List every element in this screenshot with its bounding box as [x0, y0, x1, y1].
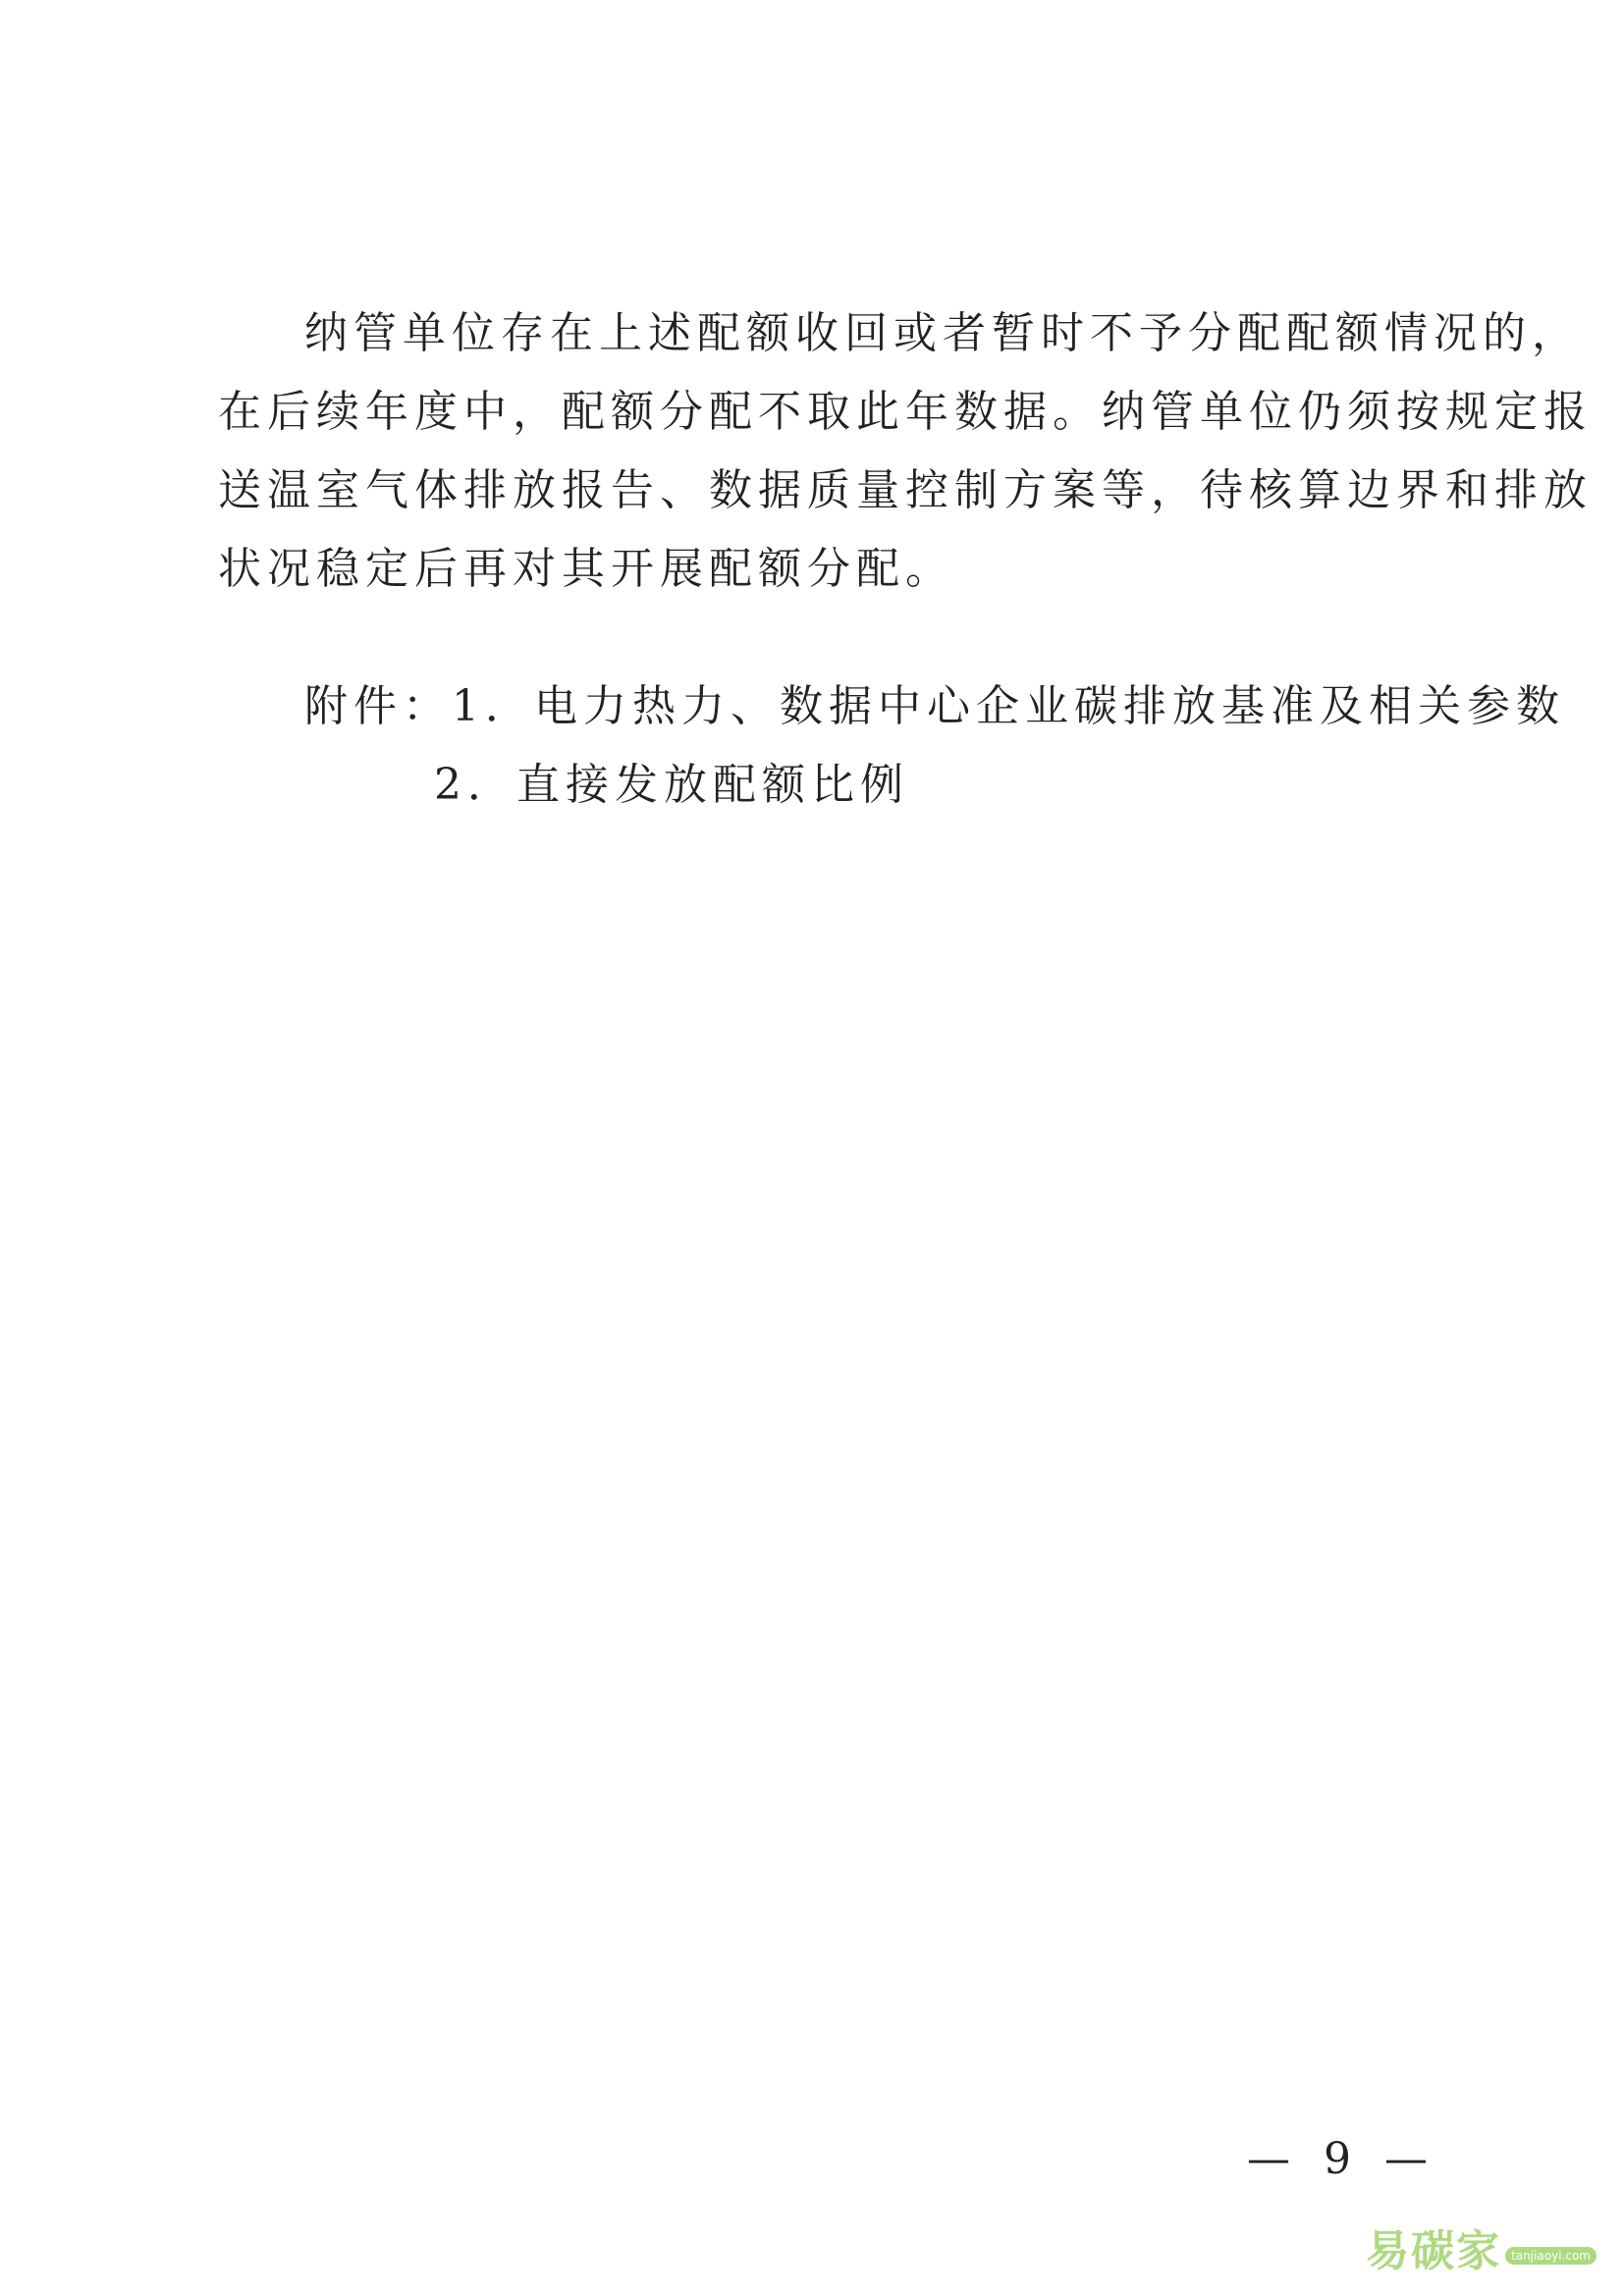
attachment-row-2 — [304, 746, 1483, 825]
paragraph-line-4: 状况稳定后再对其开展配额分配。 — [218, 544, 954, 594]
attachment-row-1 — [304, 667, 1565, 746]
paragraph-line-2: 在后续年度中，配额分配不取此年数据。纳管单位仍须按规定报 — [218, 387, 1593, 437]
attachment-item-2: 2．直接发放配额比例 — [434, 760, 909, 810]
watermark-logo — [1366, 2216, 1597, 2278]
paragraph-line-1: 纳管单位存在上述配额收回或者暂时不予分配配额情况的， — [304, 308, 1581, 358]
watermark-domain: tanjiaoyi.com — [1505, 2247, 1597, 2265]
watermark-logo-text: 易碳家 — [1366, 2226, 1502, 2276]
attachment-item-1: 1．电力热力、数据中心企业碳排放基准及相关参数 — [452, 681, 1565, 731]
attachments-label: 附件： — [304, 681, 452, 731]
attachments-list — [304, 667, 1565, 825]
page-number: — 9 — — [1247, 2134, 1437, 2184]
body-paragraph — [218, 294, 1593, 609]
paragraph-line-3: 送温室气体排放报告、数据质量控制方案等，待核算边界和排放 — [218, 465, 1593, 515]
